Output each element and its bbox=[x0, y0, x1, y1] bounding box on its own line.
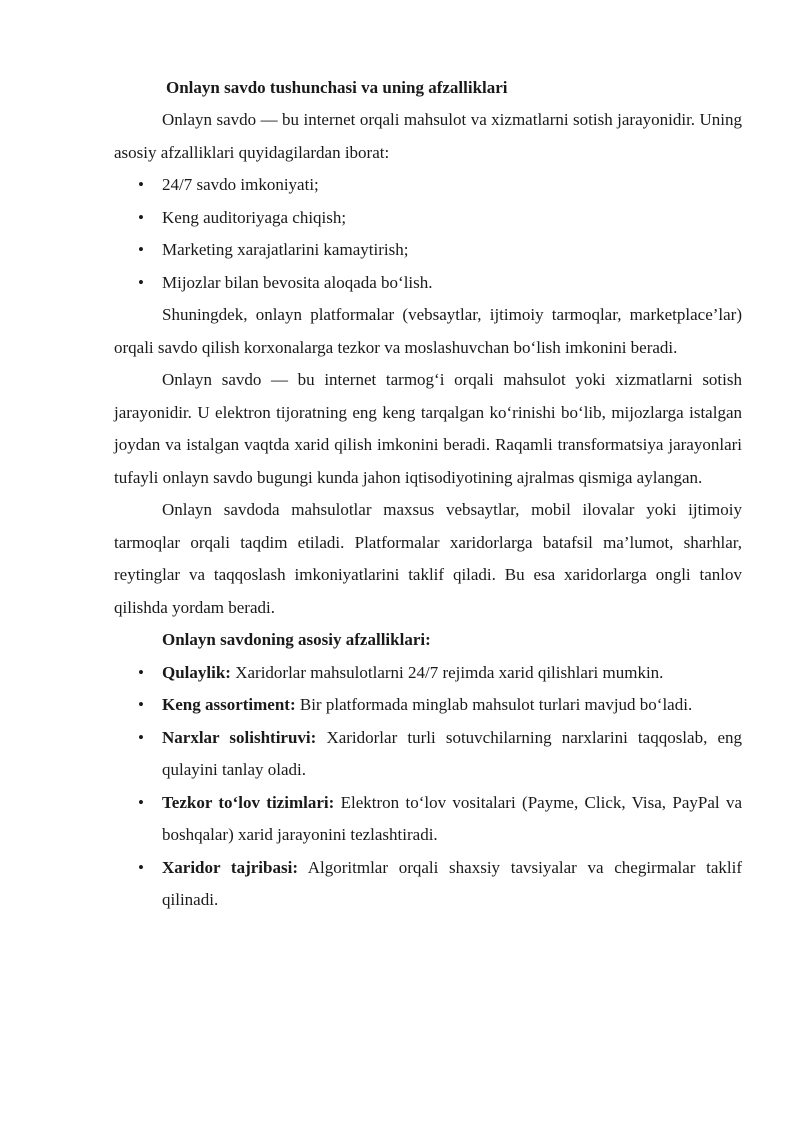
list-item-term: Xaridor tajribasi: bbox=[162, 857, 298, 877]
bullet-icon: • bbox=[138, 240, 144, 259]
list-item-text: Bir platformada minglab mahsulot turlari mavjud bo‘ladi. bbox=[295, 695, 693, 714]
list-item bbox=[114, 787, 742, 852]
list-item: • 24/7 savdo imkoniyati; bbox=[114, 169, 742, 202]
list-item bbox=[114, 722, 742, 787]
benefits-list-short bbox=[114, 169, 742, 299]
list-item-text: Xaridorlar mahsulotlarni 24/7 rejimda xarid qilishlari mumkin. bbox=[230, 662, 664, 682]
platforms-paragraph: Shuningdek, onlayn platformalar (vebsaytlar, ijtimoiy tarmoqlar, marketplace’lar) orqali savdo qilish korxonalarga tezkor va moslashuvchan bo‘lish imkonini beradi. bbox=[114, 305, 742, 357]
list-item-term: Qulaylik: bbox=[162, 662, 231, 682]
document-title: Onlayn savdo tushunchasi va uning afzalliklari bbox=[166, 78, 508, 97]
definition-paragraph: Onlayn savdo — bu internet tarmog‘i orqali mahsulot yoki xizmatlarni sotish jarayonidir. U elektron tijoratning eng keng tarqalgan ko‘rinishi bo‘lib, mijozlarga istalgan joydan va istalgan vaqtda xarid qilish imkonini beradi. Raqamli transformatsiya jarayonlari tufayli onlayn savdo bugungi kunda jahon iqtisodiyotining ajralmas qismiga aylangan. bbox=[114, 370, 742, 487]
document-body bbox=[114, 71, 742, 917]
list-item-term: Narxlar solishtiruvi: bbox=[162, 727, 317, 747]
section-subheading: Onlayn savdoning asosiy afzalliklari: bbox=[162, 630, 431, 649]
bullet-icon: • bbox=[138, 792, 144, 812]
bullet-icon: • bbox=[138, 207, 144, 227]
list-item-term: Tezkor to‘lov tizimlari: bbox=[162, 792, 335, 812]
bullet-icon: • bbox=[138, 727, 144, 747]
intro-paragraph: Onlayn savdo — bu internet orqali mahsulot va xizmatlarni sotish jarayonidir. Uning asosiy afzalliklari quyidagilardan iborat: bbox=[114, 110, 742, 162]
list-item bbox=[114, 657, 742, 690]
list-item bbox=[114, 852, 742, 917]
list-item bbox=[114, 689, 742, 722]
bullet-icon: • bbox=[138, 857, 144, 877]
list-item-text: Xaridorlar turli sotuvchilarning narxlarini taqqoslab, eng qulayini tanlay oladi. bbox=[162, 727, 742, 779]
list-item-text: Elektron to‘lov vositalari (Payme, Click, Visa, PayPal va boshqalar) xarid jarayonini tezlashtiradi. bbox=[162, 792, 742, 844]
bullet-icon: • bbox=[138, 695, 144, 714]
list-item: • Keng auditoriyaga chiqish; bbox=[114, 202, 742, 235]
list-item-term: Keng assortiment: bbox=[162, 695, 296, 714]
list-item: • Marketing xarajatlarini kamaytirish; bbox=[114, 234, 742, 267]
bullet-icon: • bbox=[138, 272, 144, 292]
list-item: • Mijozlar bilan bevosita aloqada bo‘lish. bbox=[114, 267, 742, 300]
bullet-icon: • bbox=[138, 175, 144, 194]
presentation-paragraph: Onlayn savdoda mahsulotlar maxsus vebsaytlar, mobil ilovalar yoki ijtimoiy tarmoqlar orqali taqdim etiladi. Platformalar xaridorlarga batafsil ma’lumot, sharhlar, reytinglar va taqqoslash imkoniyatlarini taklif qiladi. Bu esa xaridorlarga ongli tanlov qilishda yordam beradi. bbox=[114, 500, 742, 617]
benefits-list-detailed bbox=[114, 657, 742, 917]
bullet-icon: • bbox=[138, 662, 144, 682]
list-item-text: Algoritmlar orqali shaxsiy tavsiyalar va chegirmalar taklif qilinadi. bbox=[162, 857, 742, 909]
